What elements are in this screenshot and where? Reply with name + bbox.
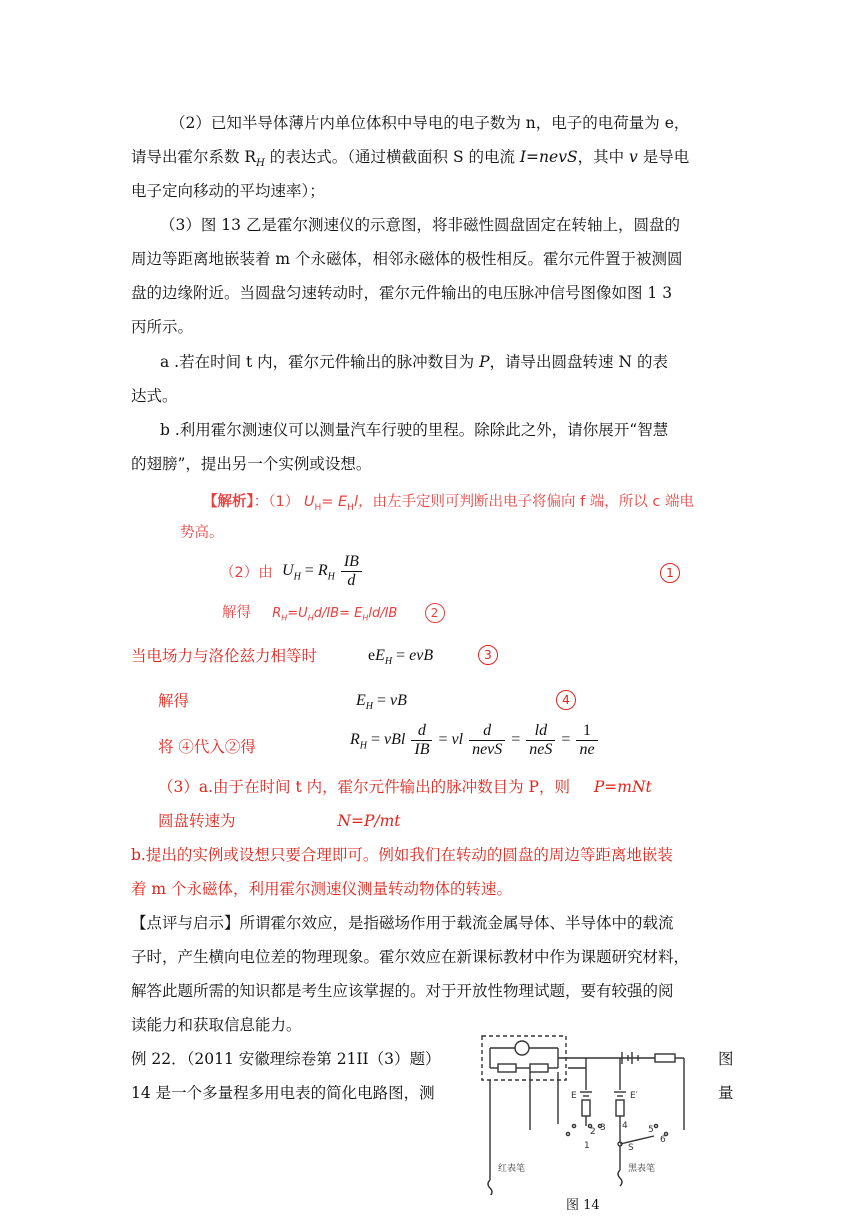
solution-line1b: 势高。 — [180, 525, 224, 541]
q2-v: v — [629, 148, 638, 166]
s3-u: =U — [287, 606, 308, 621]
red-probe-label: 红表笔 — [498, 1164, 526, 1174]
terminal-6: 6 — [660, 1135, 666, 1145]
circle-2-text: 2 — [425, 603, 445, 623]
black-probe-label: 黑表笔 — [628, 1164, 656, 1174]
solution-s3 — [222, 603, 445, 629]
solution-s7-eq: P=mNt — [593, 778, 652, 796]
circle-3-text: 3 — [478, 645, 498, 665]
comment-line3: 解答此题所需的知识都是考生应该掌握的。对于开放性物理试题，要有较强的阅 — [131, 982, 674, 1000]
solution-s9-line1: b.提出的实例或设想只要合理即可。例如我们在转动的圆盘的周边等距离地嵌装 — [131, 846, 673, 864]
q3-line1: （3）图 13 乙是霍尔测速仪的示意图，将非磁性圆盘固定在转轴上，圆盘的 — [160, 216, 680, 234]
q2-sub: H — [256, 158, 265, 170]
qa-line2: 达式。 — [131, 387, 178, 405]
q3-line2: 周边等距离地嵌装着 m 个永磁体，相邻永磁体的极性相反。霍尔元件置于被测圆 — [131, 250, 683, 268]
s3-sub1: H — [281, 613, 288, 623]
solution-s1-eq: U — [303, 494, 315, 510]
label-ep: E′ — [630, 1091, 638, 1101]
terminal-5: 5 — [648, 1125, 654, 1135]
label-s: S — [628, 1143, 634, 1153]
example22-line1: 例 22．（2011 安徽理综卷第 21II（3）题） — [131, 1050, 441, 1068]
solution-s1-eq3: l， — [353, 494, 373, 510]
solution-s3-eq — [272, 606, 397, 621]
q2-line1: （2）已知半导体薄片内单位体积中导电的电子数为 n，电子的电荷量为 e， — [170, 114, 690, 132]
solution-s7 — [158, 777, 652, 797]
solution-s4-label: 当电场力与洛伦兹力相等时 — [131, 647, 318, 665]
solution-s6-label: 将 ④代入②得 — [158, 738, 256, 756]
s3-mid: d/IB= E — [313, 606, 363, 621]
solution-s1-rest: 由左手定则可判断出电子将偏向 f 端，所以 c 端电 — [372, 494, 694, 510]
qb-line2: 的翅膀”，提出另一个实例或设想。 — [131, 455, 372, 473]
s3-sub3: H — [362, 613, 369, 623]
q2-current-eq: I=nevS — [519, 148, 578, 166]
solution-s5-label: 解得 — [158, 692, 190, 710]
circle-4-text: 4 — [556, 690, 576, 710]
qa-text-a: a .若在时间 t 内，霍尔元件输出的脉冲数目为 — [160, 353, 480, 371]
terminal-3: 3 — [600, 1123, 606, 1133]
solution-s8 — [158, 811, 401, 831]
solution-s1: ：（1） — [253, 494, 304, 510]
q2-text-a: 请导出霍尔系数 R — [131, 148, 257, 166]
circle-num-4 — [556, 689, 576, 710]
solution-s2-label: （2）由 — [220, 565, 273, 581]
figure-caption: 图 14 — [566, 1198, 600, 1213]
formula-eh: $E_H$ = vB — [356, 692, 407, 713]
q3-line4: 丙所示。 — [131, 318, 194, 336]
formula-eeh: $eE_H$ = evB — [368, 647, 434, 668]
s3-end: ld/IB — [368, 606, 398, 621]
multimeter-circuit-diagram — [470, 1030, 700, 1195]
label-e: E — [571, 1091, 577, 1101]
solution-s7-label: （3）a.由于在时间 t 内，霍尔元件输出的脉冲数目为 P，则 — [158, 778, 570, 796]
example22-line2-right: 量 — [718, 1084, 734, 1102]
formula-uh: $U_H = R_H$ $\frac{IB}{d}$ — [282, 553, 364, 590]
qb-line1: b .利用霍尔测速仪可以测量汽车行驶的里程。除除此之外，请你展开“智慧 — [160, 421, 669, 439]
q2-line3: 电子定向移动的平均速率）； — [131, 182, 325, 200]
solution-s8-label: 圆盘转速为 — [158, 812, 236, 830]
solution-s1-sub2: H — [347, 502, 354, 513]
comment-line4: 读能力和获取信息能力。 — [131, 1016, 302, 1034]
circle-num-1 — [660, 562, 680, 583]
formula-rh: $R_H$ = vBl $\frac{d}{IB}$ = vl $\frac{d}{\text{nevS}}$ = $\frac{ld}{\text{neS}}$ = $\frac{1}{ne}$ — [350, 722, 600, 759]
comment-line2: 子时，产生横向电位差的物理现象。霍尔效应在新课标教材中作为课题研究材料， — [131, 948, 690, 966]
example22-line2: 14 是一个多量程多用电表的简化电路图，测 — [131, 1084, 435, 1102]
circle-1-text: 1 — [660, 563, 680, 583]
q2-text-c: ，其中 — [577, 148, 629, 166]
terminal-4: 4 — [622, 1121, 628, 1131]
s3-sub2: H — [307, 613, 314, 623]
q3-line3: 盘的边缘附近。当圆盘匀速转动时，霍尔元件输出的电压脉冲信号图像如图 1 3 — [131, 284, 673, 302]
solution-line1 — [203, 492, 694, 518]
example22-line1-right: 图 — [718, 1050, 734, 1068]
solution-s1-eq2: = E — [321, 494, 348, 510]
comment-line1: 【点评与启示】所谓霍尔效应，是指磁场作用于载流金属导体、半导体中的载流 — [131, 914, 674, 932]
solution-s8-eq: N=P/mt — [337, 812, 401, 830]
solution-s1-sub: H — [314, 502, 322, 513]
s3-r: R — [272, 606, 282, 621]
q2-text-b: 的表达式。（通过横截面积 S 的电流 — [264, 148, 520, 166]
solution-s2 — [220, 563, 273, 583]
terminal-2: 2 — [590, 1127, 596, 1137]
q2-text-d: 是导电 — [637, 148, 690, 166]
solution-s3-label: 解得 — [222, 605, 251, 621]
qa-text-b: ，请导出圆盘转速 N 的表 — [489, 353, 668, 371]
terminal-1: 1 — [584, 1141, 590, 1151]
solution-s9-line2: 着 m 个永磁体，利用霍尔测速仪测量转动物体的转速。 — [131, 880, 513, 898]
circle-num-3 — [478, 644, 498, 665]
qa-p: P — [479, 353, 490, 371]
qa-line1 — [160, 352, 668, 372]
q2-line2 — [131, 147, 689, 174]
solution-tag: 【解析】 — [203, 494, 254, 510]
